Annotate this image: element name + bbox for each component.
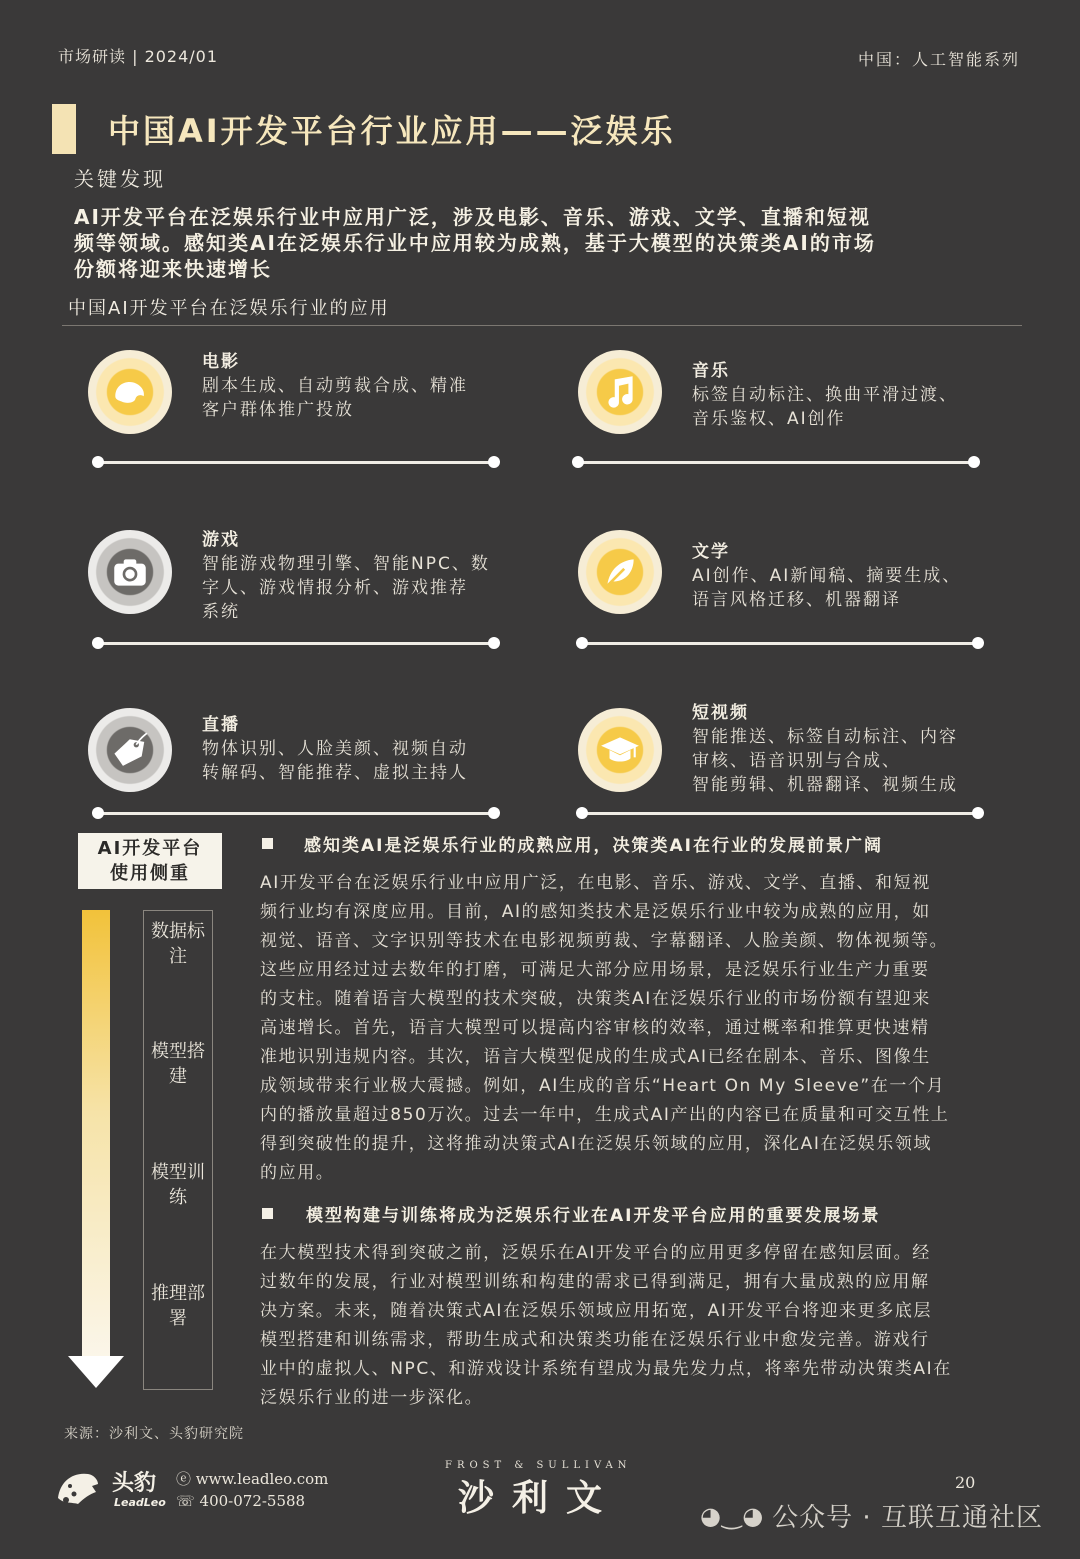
- category-name-film: 电影: [202, 352, 240, 372]
- frost-sullivan-logo-cn: 沙利文: [458, 1478, 621, 1519]
- paragraph-line: 内的播放量超过850万次。过去一年中，生成式AI产出的内容已在质量和可交互性上: [260, 1105, 950, 1125]
- timeline-dot: [488, 807, 500, 819]
- frost-sullivan-logo-en: FROST & SULLIVAN: [445, 1460, 632, 1471]
- desc-line: 智能推送、标签自动标注、内容: [692, 727, 958, 747]
- page-title: 中国AI开发平台行业应用——泛娱乐: [108, 112, 676, 150]
- desc-line: 审核、语音识别与合成、: [692, 751, 901, 771]
- category-desc-game: [202, 552, 490, 624]
- brand-name-en: LeadLeo: [114, 1496, 166, 1509]
- paragraph-line: 决方案。未来，随着决策式AI在泛娱乐领域应用拓宽，AI开发平台将迎来更多底层: [260, 1301, 933, 1321]
- stage-label: 模型训练: [151, 1162, 205, 1208]
- leaf-icon: [578, 530, 662, 614]
- film-icon: [88, 350, 172, 434]
- desc-line: 系统: [202, 602, 240, 622]
- bullet-heading: 感知类AI是泛娱乐行业的成熟应用，决策类AI在行业的发展前景广阔: [304, 836, 883, 856]
- stage-label: 数据标注: [151, 921, 205, 967]
- phone-number: 400-072-5588: [199, 1492, 306, 1510]
- timeline-live: [96, 812, 496, 815]
- source-note: 来源：沙利文、头豹研究院: [64, 1426, 244, 1442]
- stage-label: 模型搭建: [151, 1041, 205, 1087]
- key-findings-line: 频等领域。感知类AI在泛娱乐行业中应用较为成熟，基于大模型的决策类AI的市场: [74, 231, 876, 255]
- desc-line: AI创作、AI新闻稿、摘要生成、: [692, 566, 962, 586]
- category-name-game: 游戏: [202, 530, 240, 550]
- paragraph-line: 在大模型技术得到突破之前，泛娱乐在AI开发平台的应用更多停留在感知层面。经: [260, 1243, 931, 1263]
- timeline-short-video: [580, 812, 980, 815]
- category-desc-live: [202, 737, 468, 785]
- category-desc-short-video: [692, 725, 958, 797]
- bullet-square-icon: [262, 1208, 273, 1219]
- key-findings-text: [74, 204, 974, 282]
- paragraph-line: 的应用。: [260, 1163, 335, 1183]
- timeline-dot: [972, 807, 984, 819]
- section-divider: [62, 325, 1022, 326]
- stage-label: 推理部署: [151, 1283, 205, 1329]
- desc-line: 语言风格迁移、机器翻译: [692, 590, 901, 610]
- key-findings-label: 关键发现: [74, 167, 166, 191]
- paragraph-line: 得到突破性的提升，这将推动决策式AI在泛娱乐领域的应用，深化AI在泛娱乐领域: [260, 1134, 933, 1154]
- paragraph-line: 准地识别违规内容。其次，语言大模型促成的生成式AI已经在剧本、音乐、图像生: [260, 1047, 931, 1067]
- timeline-dot: [92, 456, 104, 468]
- desc-line: 音乐鉴权、AI创作: [692, 409, 846, 429]
- desc-line: 物体识别、人脸美颜、视频自动: [202, 739, 468, 759]
- wechat-icon: ◕‿◕: [700, 1501, 765, 1530]
- web-icon: ⓔ: [176, 1470, 196, 1488]
- timeline-music: [576, 461, 976, 464]
- brand-name: 头豹: [112, 1471, 157, 1496]
- music-note-icon: [578, 350, 662, 434]
- category-name-music: 音乐: [692, 361, 730, 381]
- paragraph-line: 模型搭建和训练需求，帮助生成式和决策类功能在泛娱乐行业中愈发完善。游戏行: [260, 1330, 930, 1350]
- camera-icon: [88, 530, 172, 614]
- paragraph-line: 的支柱。随着语言大模型的技术突破，决策类AI在泛娱乐行业的市场份额有望迎来: [260, 989, 931, 1009]
- category-desc-music: [692, 383, 958, 431]
- key-findings-line: 份额将迎来快速增长: [74, 257, 272, 281]
- watermark: [700, 1497, 1043, 1534]
- header-right: 中国：人工智能系列: [857, 50, 1020, 69]
- sidebar-label-line: AI开发平台: [97, 838, 203, 859]
- paragraph-line: 业中的虚拟人、NPC、和游戏设计系统有望成为最先发力点，将率先带动决策类AI在: [260, 1359, 952, 1379]
- paragraph-line: 视觉、语音、文字识别等技术在电影视频剪裁、字幕翻译、人脸美颜、物体视频等。: [260, 931, 949, 951]
- timeline-dot: [572, 456, 584, 468]
- timeline-dot: [92, 637, 104, 649]
- paragraph-line: AI开发平台在泛娱乐行业中应用广泛，在电影、音乐、游戏、文学、直播、和短视: [260, 873, 931, 893]
- category-name-literature: 文学: [692, 542, 730, 562]
- category-desc-film: [202, 374, 468, 422]
- desc-line: 客户群体推广投放: [202, 400, 354, 420]
- down-arrow-icon: [68, 1356, 124, 1388]
- desc-line: 标签自动标注、换曲平滑过渡、: [692, 385, 958, 405]
- category-name-live: 直播: [202, 715, 240, 735]
- timeline-film: [96, 461, 496, 464]
- paragraph-line: 频行业均有深度应用。目前，AI的感知类技术是泛娱乐行业中较为成熟的应用，如: [260, 902, 931, 922]
- sidebar-label-line: 使用侧重: [110, 863, 190, 884]
- header-left: 市场研读 | 2024/01: [58, 47, 219, 66]
- website-link[interactable]: www.leadleo.com: [195, 1470, 329, 1488]
- timeline-dot: [968, 456, 980, 468]
- timeline-dot: [488, 456, 500, 468]
- key-findings-line: AI开发平台在泛娱乐行业中应用广泛，涉及电影、音乐、游戏、文学、直播和短视: [74, 205, 871, 229]
- paragraph-line: 这些应用经过过去数年的打磨，可满足大部分应用场景，是泛娱乐行业生产力重要: [260, 960, 930, 980]
- paragraph-line: 成领域带来行业极大震撼。例如，AI生成的音乐“Heart On My Sleeve”在一个月: [260, 1076, 946, 1096]
- timeline-dot: [576, 807, 588, 819]
- desc-line: 字人、游戏情报分析、游戏推荐: [202, 578, 468, 598]
- timeline-game: [96, 642, 496, 645]
- graduation-cap-icon: [578, 708, 662, 792]
- timeline-dot: [488, 637, 500, 649]
- title-accent-bar: [52, 104, 76, 154]
- desc-line: 转解码、智能推荐、虚拟主持人: [202, 763, 468, 783]
- timeline-literature: [580, 642, 980, 645]
- paragraph-line: 过数年的发展，行业对模型训练和构建的需求已得到满足，拥有大量成熟的应用解: [260, 1272, 930, 1292]
- timeline-dot: [576, 637, 588, 649]
- bullet-paragraph: [260, 1239, 1020, 1413]
- desc-line: 剧本生成、自动剪裁合成、精准: [202, 376, 468, 396]
- phone-icon: ☏: [176, 1492, 200, 1510]
- desc-line: 智能剪辑、机器翻译、视频生成: [692, 775, 958, 795]
- stage-box: [143, 910, 213, 1390]
- bullet-heading: 模型构建与训练将成为泛娱乐行业在AI开发平台应用的重要发展场景: [306, 1206, 881, 1226]
- paragraph-line: 泛娱乐行业的进一步深化。: [260, 1388, 484, 1408]
- sidebar-label-box: [78, 833, 222, 889]
- paragraph-line: 高速增长。首先，语言大模型可以提高内容审核的效率，通过概率和推算更快速精: [260, 1018, 930, 1038]
- tag-icon: [88, 708, 172, 792]
- desc-line: 智能游戏物理引擎、智能NPC、数: [202, 554, 490, 574]
- category-desc-literature: [692, 564, 961, 612]
- page-number: 20: [955, 1473, 976, 1492]
- contact-info: [176, 1468, 328, 1512]
- section-title: 中国AI开发平台在泛娱乐行业的应用: [68, 298, 390, 319]
- down-arrow-shaft: [82, 910, 110, 1360]
- bullet-paragraph: [260, 869, 1020, 1188]
- timeline-dot: [972, 637, 984, 649]
- timeline-dot: [92, 807, 104, 819]
- watermark-text: 公众号 · 互联互通社区: [772, 1503, 1043, 1533]
- bullet-square-icon: [262, 838, 273, 849]
- category-name-short-video: 短视频: [692, 703, 749, 723]
- leadleo-logo-icon: [54, 1468, 102, 1508]
